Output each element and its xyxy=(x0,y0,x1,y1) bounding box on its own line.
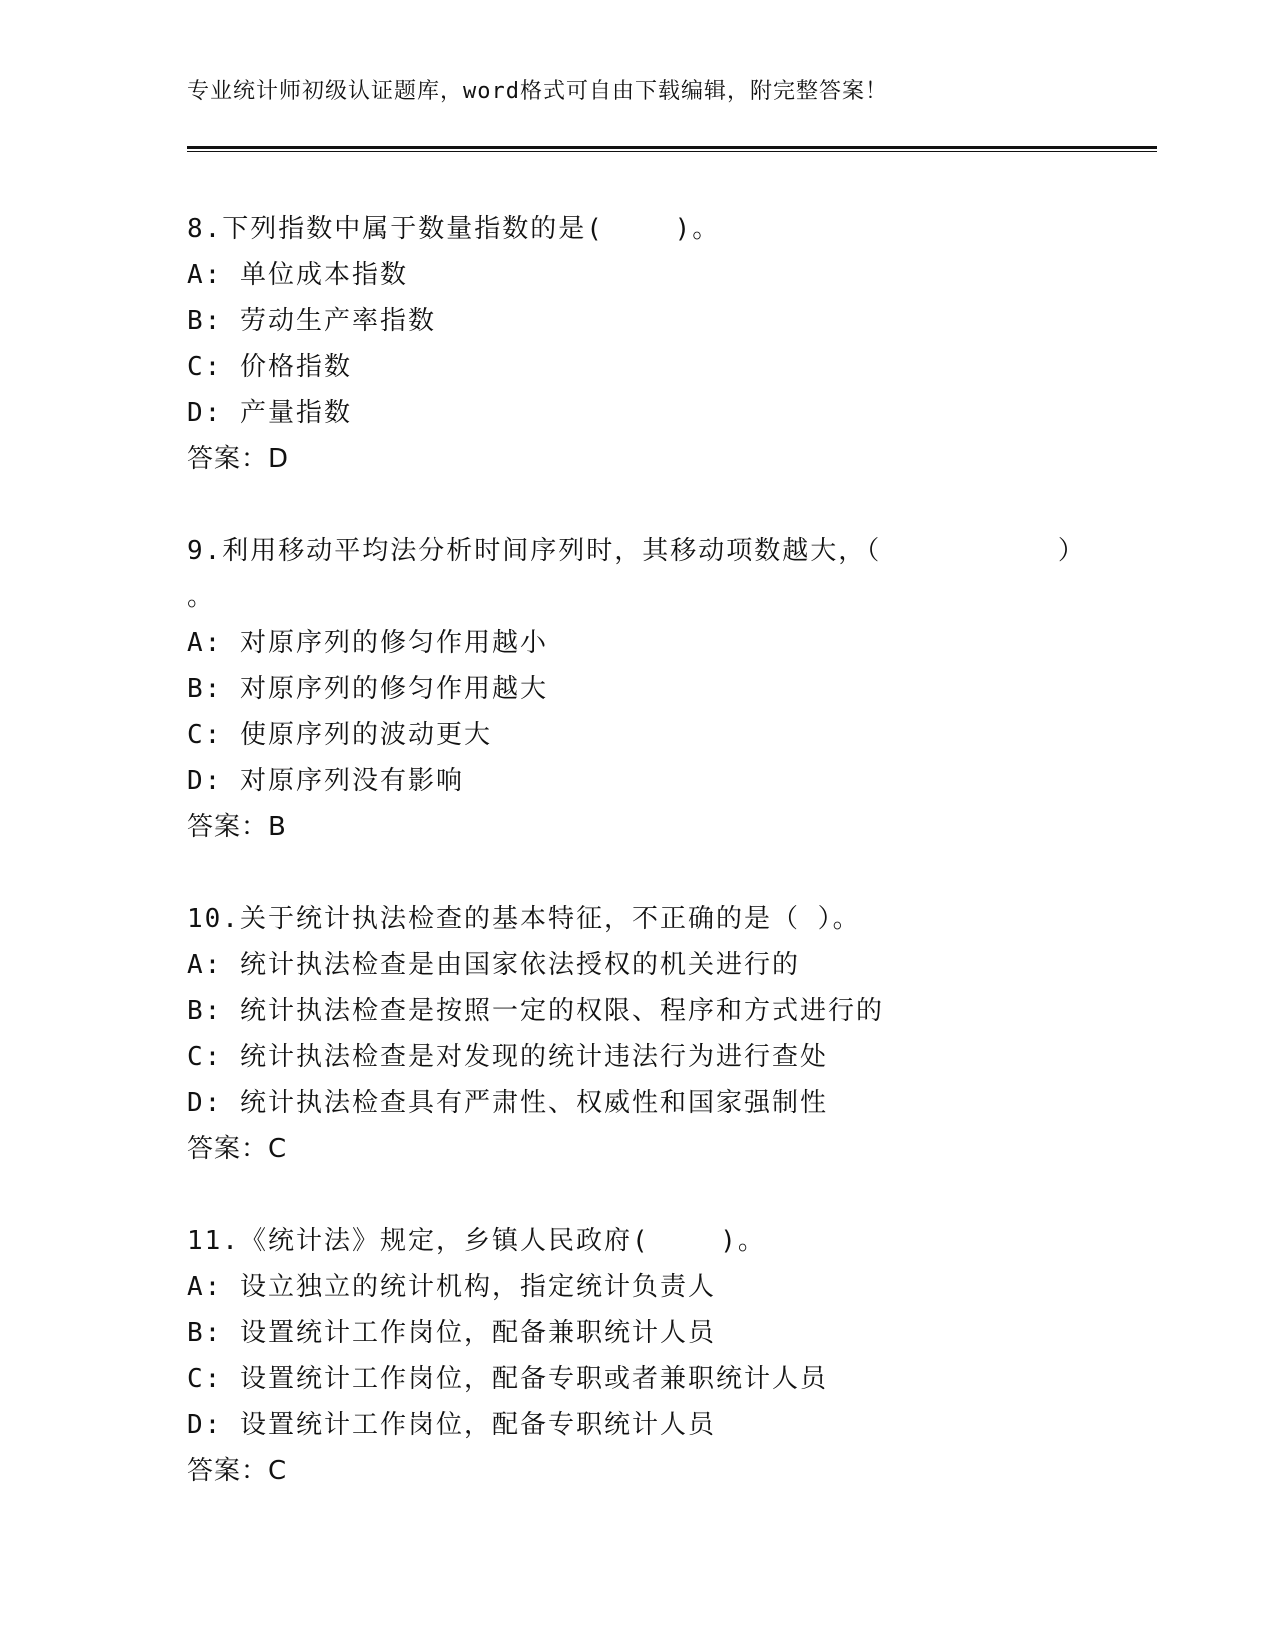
page-header: 专业统计师初级认证题库，word格式可自由下载编辑，附完整答案！ xyxy=(187,79,888,104)
question-stem: 8.下列指数中属于数量指数的是( )。 xyxy=(187,214,721,244)
option-a: A: 单位成本指数 xyxy=(187,260,408,290)
header-divider xyxy=(187,146,1157,152)
question-list xyxy=(187,206,1147,1540)
option-a: A: 设立独立的统计机构，指定统计负责人 xyxy=(187,1272,716,1302)
question-stem: 11.《统计法》规定，乡镇人民政府( )。 xyxy=(187,1226,766,1256)
question-11 xyxy=(187,1218,1147,1494)
option-b: B: 统计执法检查是按照一定的权限、程序和方式进行的 xyxy=(187,996,884,1026)
option-a: A: 统计执法检查是由国家依法授权的机关进行的 xyxy=(187,950,800,980)
option-b: B: 劳动生产率指数 xyxy=(187,306,436,336)
option-c: C: 统计执法检查是对发现的统计违法行为进行查处 xyxy=(187,1042,828,1072)
option-c: C: 使原序列的波动更大 xyxy=(187,720,492,750)
option-b: B: 对原序列的修匀作用越大 xyxy=(187,674,548,704)
option-d: D: 产量指数 xyxy=(187,398,352,428)
question-9 xyxy=(187,528,1147,850)
option-d: D: 设置统计工作岗位，配备专职统计人员 xyxy=(187,1410,716,1440)
answer: 答案：C xyxy=(187,1456,288,1486)
option-d: D: 对原序列没有影响 xyxy=(187,766,464,796)
option-d: D: 统计执法检查具有严肃性、权威性和国家强制性 xyxy=(187,1088,828,1118)
option-c: C: 设置统计工作岗位，配备专职或者兼职统计人员 xyxy=(187,1364,828,1394)
option-b: B: 设置统计工作岗位，配备兼职统计人员 xyxy=(187,1318,716,1348)
option-a: A: 对原序列的修匀作用越小 xyxy=(187,628,548,658)
answer: 答案：C xyxy=(187,1134,288,1164)
answer: 答案：B xyxy=(187,812,287,842)
answer: 答案：D xyxy=(187,444,290,474)
question-8 xyxy=(187,206,1147,482)
question-10 xyxy=(187,896,1147,1172)
question-stem: 9.利用移动平均法分析时间序列时，其移动项数越大，（ ） xyxy=(187,536,1086,566)
question-stem: 10.关于统计执法检查的基本特征，不正确的是（ ）。 xyxy=(187,904,861,934)
option-c: C: 价格指数 xyxy=(187,352,352,382)
question-stem-continuation: 。 xyxy=(187,582,214,612)
